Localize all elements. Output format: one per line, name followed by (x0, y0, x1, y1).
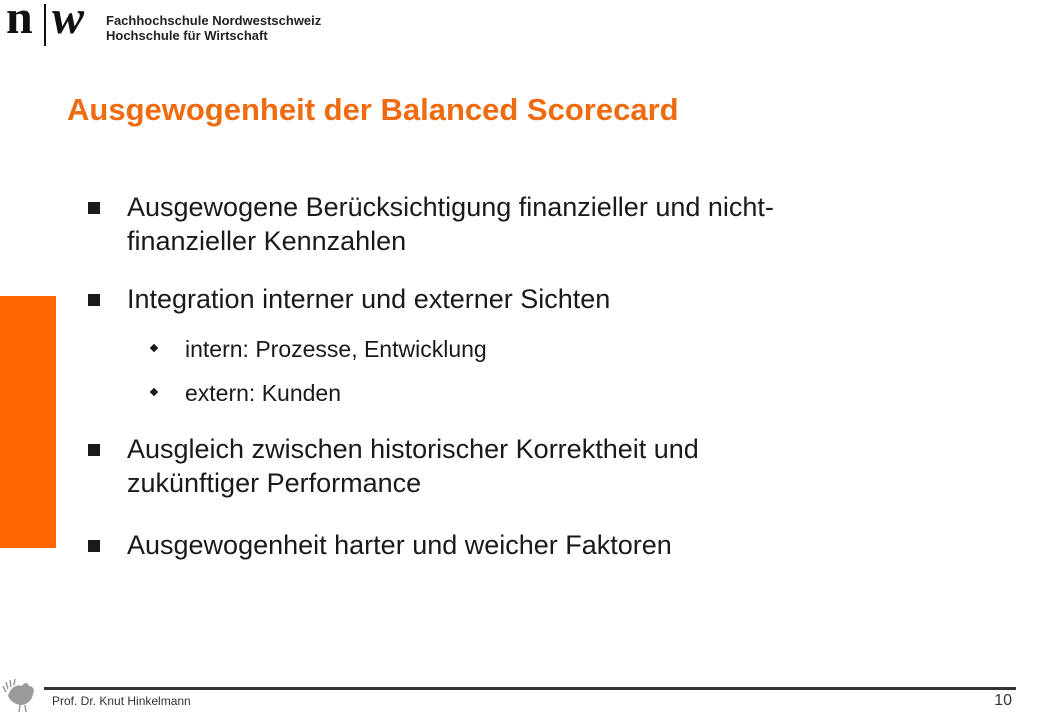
rooster-icon (2, 670, 46, 716)
logo-text-line1: Fachhochschule Nordwestschweiz (106, 13, 322, 28)
square-bullet-icon (88, 540, 100, 552)
fhnw-logo (4, 0, 322, 52)
logo-text (106, 13, 321, 43)
bullet-item-2-line1: Integration interner und externer Sichten (127, 284, 611, 314)
bullet-item-1-line2: finanzieller Kennzahlen (127, 226, 407, 256)
bullet-item-3-line1: Ausgleich zwischen historischer Korrektheit und (127, 434, 699, 464)
square-bullet-icon (88, 202, 100, 214)
footer-author: Prof. Dr. Knut Hinkelmann (52, 694, 191, 708)
logo-mark-w: w (52, 0, 85, 44)
bullet-item-4-line1: Ausgewogenheit harter und weicher Faktoren (127, 530, 672, 560)
logo-text-line2: Hochschule für Wirtschaft (106, 28, 268, 43)
square-bullet-icon (88, 294, 100, 306)
diamond-bullet-icon (150, 388, 158, 396)
sub-bullet-item-1-text: intern: Prozesse, Entwicklung (185, 336, 487, 362)
sub-bullet-item-2-text: extern: Kunden (185, 380, 342, 406)
logo-mark-n: n (6, 0, 33, 44)
footer-rule (44, 687, 1016, 690)
diamond-bullet-icon (150, 344, 158, 352)
square-bullet-icon (88, 444, 100, 456)
logo-mark-divider (44, 4, 46, 46)
bullet-item-1-line1: Ausgewogene Berücksichtigung finanzieller und nicht- (127, 192, 774, 222)
slide-title: Ausgewogenheit der Balanced Scorecard (67, 92, 679, 127)
fhnw-logo-mark (4, 2, 96, 50)
accent-block (0, 296, 56, 548)
bullet-item-3-line2: zukünftiger Performance (127, 468, 422, 498)
page-number: 10 (994, 692, 1012, 709)
